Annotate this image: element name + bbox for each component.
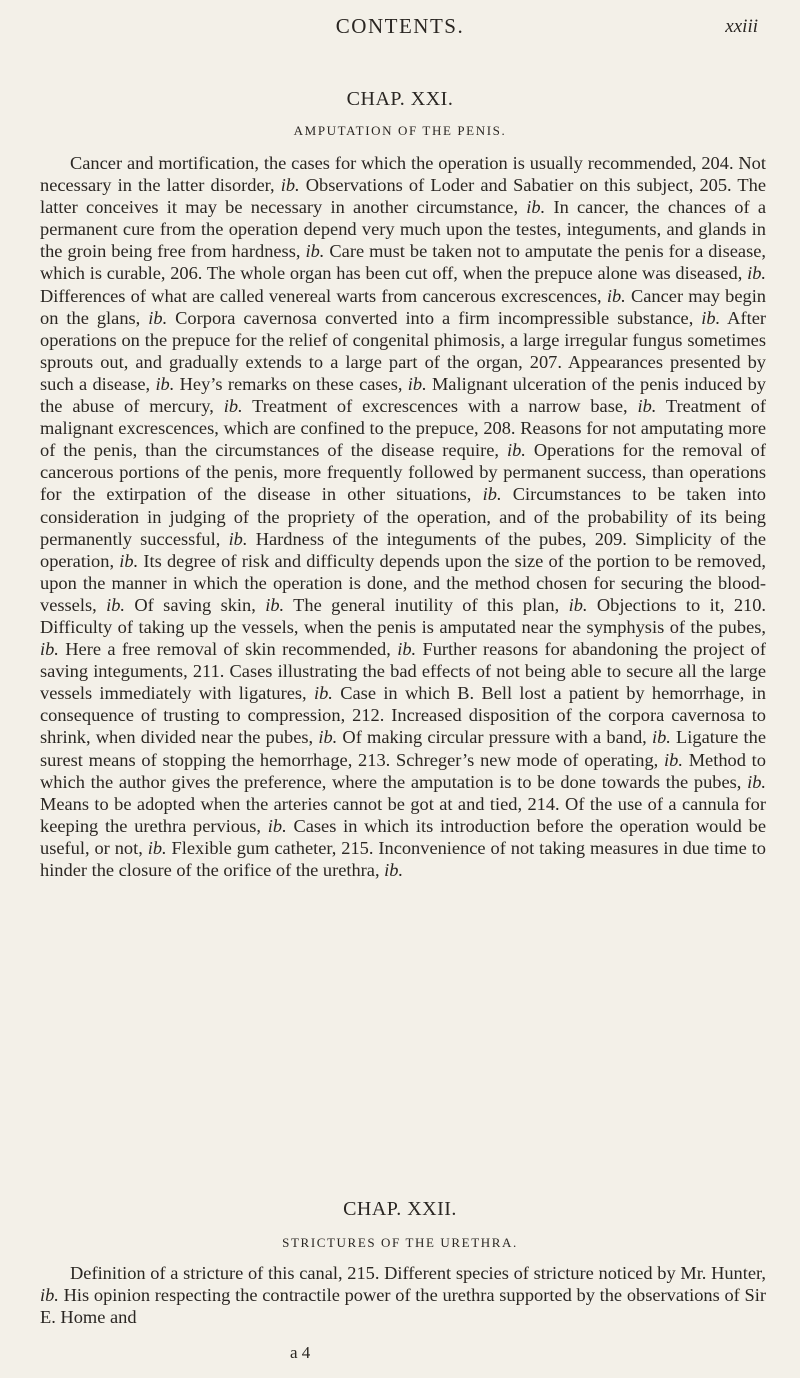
- chapter-21-subtitle: AMPUTATION OF THE PENIS.: [293, 123, 507, 138]
- signature-mark: a 4: [290, 1343, 311, 1362]
- page-number: xxiii: [725, 16, 758, 37]
- chapter-22-title: CHAP. XXII.: [343, 1198, 457, 1220]
- running-title: CONTENTS.: [335, 14, 465, 38]
- chapter-22-body: Definition of a stricture of this canal, 215. Different species of stricture noticed by Mr. Hunter, ib. His opinion respecting the contractile power of the urethra supported by the observations of Sir E. Home and: [40, 1263, 766, 1328]
- chapter-22-subtitle: STRICTURES OF THE URETHRA.: [282, 1235, 518, 1250]
- chapter-21-title: CHAP. XXI.: [346, 88, 454, 110]
- chapter-21-body: Cancer and mortification, the cases for which the operation is usually recommended, 204. Not necessary in the latter disorder, ib. Observations of Loder and Sabatier on this subject, 205. The latter conceives it may be necessary in another circumstance, ib. In cancer, the chances of a permanent cure from the operation depend very much upon the testes, integuments, and glands in the groin being free from hardness, ib. Care must be taken not to amputate the penis for a disease, which is curable, 206. The whole organ has been cut off, when the prepuce alone was diseased, ib. Differences of what are called venereal warts from cancerous excrescences, ib. Cancer may begin on the glans, ib. Corpora cavernosa converted into a firm incompressible substance, ib. After operations on the prepuce for the relief of congenital phimosis, a large irregular fungus sometimes sprouts out, and gradually extends to a large part of the organ, 207. Appearances presented by such a disease, ib. Hey’s remarks on these cases, ib. Malignant ulceration of the penis induced by the abuse of mercury, ib. Treatment of excrescences with a narrow base, ib. Treatment of malignant excrescences, which are confined to the prepuce, 208. Reasons for not amputating more of the penis, than the circumstances of the disease require, ib. Operations for the removal of cancerous portions of the penis, more frequently followed by permanent success, than operations for the extirpation of the disease in other situations, ib. Circumstances to be taken into consideration in judging of the propriety of the operation, and of the probability of its being permanently successful, ib. Hardness of the integuments of the pubes, 209. Simplicity of the operation, ib. Its degree of risk and difficulty depends upon the size of the portion to be removed, upon the manner in which the operation is done, and the method chosen for securing the blood-vessels, ib. Of saving skin, ib. The general inutility of this plan, ib. Objections to it, 210. Difficulty of taking up the vessels, when the penis is amputated near the symphysis of the pubes, ib. Here a free removal of skin recommended, ib. Further reasons for abandoning the project of saving integuments, 211. Cases illustrating the bad effects of not being able to secure all the large vessels immediately with ligatures, ib. Case in which B. Bell lost a patient by hemorrhage, in consequence of trusting to compression, 212. Increased disposition of the corpora cavernosa to shrink, when divided near the pubes, ib. Of making circular pressure with a band, ib. Ligature the surest means of stopping the hemorrhage, 213. Schreger’s new mode of operating, ib. Method to which the author gives the preference, where the amputation is to be done towards the pubes, ib. Means to be adopted when the arteries cannot be got at and tied, 214. Of the use of a cannula for keeping the urethra pervious, ib. Cases in which its introduction before the operation would be useful, or not, ib. Flexible gum catheter, 215. Inconvenience of not taking measures in due time to hinder the closure of the orifice of the urethra, ib.: [40, 153, 767, 880]
